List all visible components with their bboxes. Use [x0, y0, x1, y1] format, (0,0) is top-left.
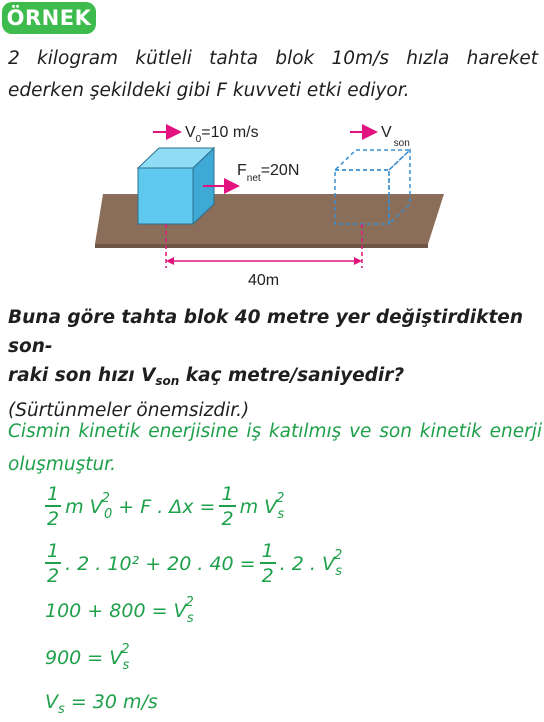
fnet-value: =20N: [260, 162, 300, 179]
vson-label: V: [381, 124, 392, 141]
svg-text:Fnet=20N: [237, 162, 299, 184]
vson-sub: son: [393, 138, 410, 149]
v0-value: =10 m/s: [201, 124, 259, 141]
svg-text:Vson: [381, 124, 410, 149]
v0-sub: 0: [195, 134, 202, 145]
physics-diagram: [0, 118, 544, 298]
wooden-block: [138, 148, 214, 224]
fnet-label: F: [237, 162, 247, 179]
question: [8, 303, 538, 425]
equation-4: 900 = V 2 s: [45, 641, 130, 673]
equation-5: V s = 30 m/s: [45, 691, 158, 717]
distance-label: 40m: [248, 272, 280, 289]
question-note: (Sürtünmeler önemsizdir.): [8, 400, 250, 421]
svg-text:V0=10 m/s: [185, 124, 259, 145]
example-badge: ÖRNEK: [2, 2, 96, 34]
equation-3: 100 + 800 = V 2 s: [45, 594, 194, 626]
v0-label: V: [185, 124, 196, 141]
equation-1: $\frac{1}{2}$ m V 2 0 + F . Δx = $\frac{1}{2}$ m V 2 s: [47, 483, 285, 530]
equation-2: $\frac{1}{2}$ . 2 . 10² + 20 . 40 = $\frac{1}{2}$ . 2 . V 2 s: [47, 540, 343, 587]
fnet-sub: net: [246, 173, 261, 184]
solution-text: Cismin kinetik enerjisine iş katılmış ve son kinetik enerji oluşmuştur.: [8, 421, 542, 475]
problem-intro: 2 kilogram kütleli tahta blok 10m/s hızla hareket ederken şekildeki gibi F kuvveti etki ediyor.: [8, 48, 538, 101]
question-line-2: raki son hızı $V_{son}$ kaç metre/saniyedir?: [8, 365, 405, 388]
question-line-1: Buna göre tahta blok 40 metre yer değiştirdikten son-: [8, 307, 524, 357]
